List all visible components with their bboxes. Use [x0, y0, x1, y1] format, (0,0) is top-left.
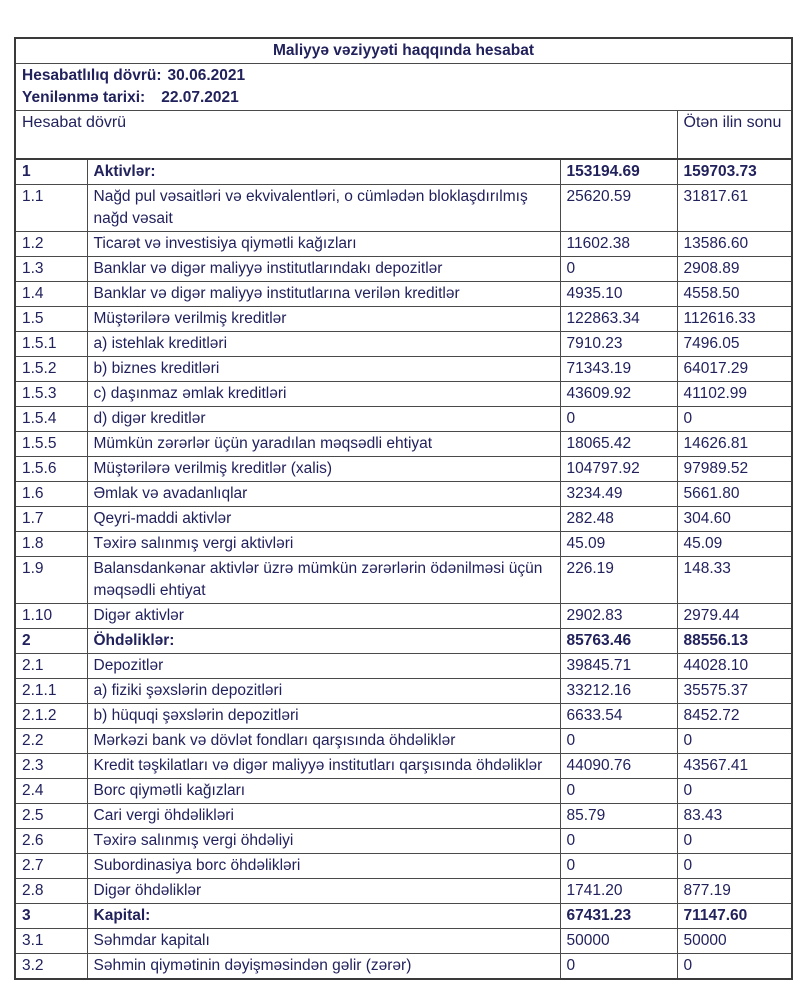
row-number-cell: 1.5.6: [15, 457, 87, 482]
table-row: [15, 507, 792, 532]
row-previous-value-cell: 2908.89: [677, 257, 792, 282]
row-number-cell: 1.6: [15, 482, 87, 507]
table-row: [15, 679, 792, 704]
row-number-cell: 1.9: [15, 557, 87, 604]
table-row: [15, 654, 792, 679]
row-current-value-cell: 282.48: [560, 507, 677, 532]
row-number-cell: 2.2: [15, 729, 87, 754]
row-number-cell: 1.1: [15, 185, 87, 232]
row-current-value-cell: 6633.54: [560, 704, 677, 729]
row-previous-value-cell: 14626.81: [677, 432, 792, 457]
row-previous-value-cell: 0: [677, 854, 792, 879]
table-row: [15, 879, 792, 904]
row-previous-value-cell: 8452.72: [677, 704, 792, 729]
row-label-cell: d) digər kreditlər: [87, 407, 560, 432]
row-current-value-cell: 18065.42: [560, 432, 677, 457]
row-current-value-cell: 0: [560, 779, 677, 804]
row-previous-value-cell: 41102.99: [677, 382, 792, 407]
table-row: [15, 159, 792, 185]
row-previous-value-cell: 304.60: [677, 507, 792, 532]
row-label-cell: Öhdəliklər:: [87, 629, 560, 654]
row-label-cell: Balansdankənar aktivlər üzrə mümkün zərərlərin ödənilməsi üçün məqsədli ehtiyat: [87, 557, 560, 604]
reporting-period-line: [22, 65, 785, 87]
row-label-cell: Nağd pul vəsaitləri və ekvivalentləri, o cümlədən bloklaşdırılmış nağd vəsait: [87, 185, 560, 232]
report-meta: [15, 64, 792, 111]
row-number-cell: 1: [15, 159, 87, 185]
table-row: [15, 432, 792, 457]
row-previous-value-cell: 148.33: [677, 557, 792, 604]
table-row: [15, 804, 792, 829]
row-label-cell: Depozitlər: [87, 654, 560, 679]
row-number-cell: 1.5.2: [15, 357, 87, 382]
row-previous-value-cell: 71147.60: [677, 904, 792, 929]
row-number-cell: 1.3: [15, 257, 87, 282]
row-previous-value-cell: 88556.13: [677, 629, 792, 654]
row-number-cell: 1.8: [15, 532, 87, 557]
column-header-previous-year-end: Ötən ilin sonu: [677, 111, 792, 160]
row-previous-value-cell: 97989.52: [677, 457, 792, 482]
row-label-cell: Ticarət və investisiya qiymətli kağızları: [87, 232, 560, 257]
row-current-value-cell: 1741.20: [560, 879, 677, 904]
row-previous-value-cell: 64017.29: [677, 357, 792, 382]
row-previous-value-cell: 112616.33: [677, 307, 792, 332]
row-current-value-cell: 3234.49: [560, 482, 677, 507]
row-label-cell: Aktivlər:: [87, 159, 560, 185]
row-label-cell: Səhmdar kapitalı: [87, 929, 560, 954]
row-previous-value-cell: 35575.37: [677, 679, 792, 704]
table-row: [15, 829, 792, 854]
table-row: [15, 779, 792, 804]
row-label-cell: Qeyri-maddi aktivlər: [87, 507, 560, 532]
table-row: [15, 532, 792, 557]
table-row: [15, 904, 792, 929]
row-number-cell: 2.1.2: [15, 704, 87, 729]
row-previous-value-cell: 43567.41: [677, 754, 792, 779]
row-label-cell: Müştərilərə verilmiş kreditlər: [87, 307, 560, 332]
row-previous-value-cell: 159703.73: [677, 159, 792, 185]
row-number-cell: 2.5: [15, 804, 87, 829]
row-previous-value-cell: 4558.50: [677, 282, 792, 307]
row-previous-value-cell: 45.09: [677, 532, 792, 557]
row-number-cell: 2: [15, 629, 87, 654]
table-row: [15, 282, 792, 307]
financial-statement-table: [14, 37, 793, 980]
row-current-value-cell: 85763.46: [560, 629, 677, 654]
column-header-report-period: Hesabat dövrü: [15, 111, 677, 160]
row-label-cell: Banklar və digər maliyyə institutlarına verilən kreditlər: [87, 282, 560, 307]
update-date-value: 22.07.2021: [161, 89, 239, 106]
row-current-value-cell: 71343.19: [560, 357, 677, 382]
table-row: [15, 357, 792, 382]
table-row: [15, 185, 792, 232]
row-current-value-cell: 33212.16: [560, 679, 677, 704]
row-current-value-cell: 44090.76: [560, 754, 677, 779]
reporting-period-label: Hesabatlılıq dövrü:: [22, 67, 162, 84]
row-previous-value-cell: 0: [677, 407, 792, 432]
update-date-label: Yenilənmə tarixi:: [22, 89, 146, 106]
row-number-cell: 2.8: [15, 879, 87, 904]
row-number-cell: 1.10: [15, 604, 87, 629]
table-row: [15, 729, 792, 754]
row-current-value-cell: 0: [560, 729, 677, 754]
row-current-value-cell: 0: [560, 257, 677, 282]
row-label-cell: Təxirə salınmış vergi öhdəliyi: [87, 829, 560, 854]
row-number-cell: 2.1: [15, 654, 87, 679]
row-number-cell: 1.5: [15, 307, 87, 332]
row-current-value-cell: 4935.10: [560, 282, 677, 307]
row-current-value-cell: 11602.38: [560, 232, 677, 257]
row-current-value-cell: 85.79: [560, 804, 677, 829]
row-current-value-cell: 122863.34: [560, 307, 677, 332]
table-row: [15, 332, 792, 357]
row-label-cell: Borc qiymətli kağızları: [87, 779, 560, 804]
table-row: [15, 854, 792, 879]
table-row: [15, 407, 792, 432]
table-row: [15, 257, 792, 282]
row-number-cell: 3.2: [15, 954, 87, 980]
row-previous-value-cell: 0: [677, 779, 792, 804]
row-number-cell: 2.4: [15, 779, 87, 804]
table-row: [15, 557, 792, 604]
row-label-cell: b) biznes kreditləri: [87, 357, 560, 382]
row-current-value-cell: 2902.83: [560, 604, 677, 629]
table-row: [15, 307, 792, 332]
row-number-cell: 1.5.5: [15, 432, 87, 457]
row-label-cell: Səhmin qiymətinin dəyişməsindən gəlir (zərər): [87, 954, 560, 980]
row-label-cell: b) hüquqi şəxslərin depozitləri: [87, 704, 560, 729]
row-previous-value-cell: 5661.80: [677, 482, 792, 507]
row-label-cell: Əmlak və avadanlıqlar: [87, 482, 560, 507]
row-label-cell: a) fiziki şəxslərin depozitləri: [87, 679, 560, 704]
row-number-cell: 1.2: [15, 232, 87, 257]
row-label-cell: Kapital:: [87, 904, 560, 929]
row-number-cell: 1.5.4: [15, 407, 87, 432]
row-previous-value-cell: 44028.10: [677, 654, 792, 679]
row-current-value-cell: 0: [560, 829, 677, 854]
row-current-value-cell: 7910.23: [560, 332, 677, 357]
row-previous-value-cell: 2979.44: [677, 604, 792, 629]
row-number-cell: 1.4: [15, 282, 87, 307]
row-current-value-cell: 39845.71: [560, 654, 677, 679]
row-label-cell: a) istehlak kreditləri: [87, 332, 560, 357]
row-previous-value-cell: 0: [677, 954, 792, 980]
meta-row: [15, 64, 792, 111]
table-row: [15, 754, 792, 779]
row-previous-value-cell: 83.43: [677, 804, 792, 829]
row-label-cell: Subordinasiya borc öhdəlikləri: [87, 854, 560, 879]
row-label-cell: c) daşınmaz əmlak kreditləri: [87, 382, 560, 407]
table-row: [15, 954, 792, 980]
report-title: Maliyyə vəziyyəti haqqında hesabat: [15, 38, 792, 64]
report-rows: [15, 159, 792, 979]
row-number-cell: 1.7: [15, 507, 87, 532]
row-label-cell: Mərkəzi bank və dövlət fondları qarşısında öhdəliklər: [87, 729, 560, 754]
table-row: [15, 382, 792, 407]
row-previous-value-cell: 50000: [677, 929, 792, 954]
table-row: [15, 629, 792, 654]
reporting-period-value: 30.06.2021: [167, 67, 246, 84]
row-current-value-cell: 67431.23: [560, 904, 677, 929]
row-previous-value-cell: 31817.61: [677, 185, 792, 232]
row-previous-value-cell: 0: [677, 729, 792, 754]
row-label-cell: Cari vergi öhdəlikləri: [87, 804, 560, 829]
table-row: [15, 704, 792, 729]
row-label-cell: Digər aktivlər: [87, 604, 560, 629]
row-current-value-cell: 50000: [560, 929, 677, 954]
row-label-cell: Digər öhdəliklər: [87, 879, 560, 904]
row-label-cell: Təxirə salınmış vergi aktivləri: [87, 532, 560, 557]
row-number-cell: 2.1.1: [15, 679, 87, 704]
row-current-value-cell: 25620.59: [560, 185, 677, 232]
table-row: [15, 232, 792, 257]
row-current-value-cell: 0: [560, 854, 677, 879]
row-current-value-cell: 43609.92: [560, 382, 677, 407]
row-current-value-cell: 104797.92: [560, 457, 677, 482]
row-current-value-cell: 45.09: [560, 532, 677, 557]
row-previous-value-cell: 877.19: [677, 879, 792, 904]
table-row: [15, 482, 792, 507]
row-previous-value-cell: 0: [677, 829, 792, 854]
row-current-value-cell: 0: [560, 954, 677, 980]
update-date-line: [22, 87, 785, 109]
row-label-cell: Mümkün zərərlər üçün yaradılan məqsədli ehtiyat: [87, 432, 560, 457]
row-number-cell: 1.5.3: [15, 382, 87, 407]
row-number-cell: 1.5.1: [15, 332, 87, 357]
row-label-cell: Kredit təşkilatları və digər maliyyə institutları qarşısında öhdəliklər: [87, 754, 560, 779]
row-number-cell: 2.6: [15, 829, 87, 854]
title-row: [15, 38, 792, 64]
row-current-value-cell: 0: [560, 407, 677, 432]
row-previous-value-cell: 7496.05: [677, 332, 792, 357]
row-number-cell: 2.7: [15, 854, 87, 879]
row-number-cell: 2.3: [15, 754, 87, 779]
table-row: [15, 929, 792, 954]
row-number-cell: 3.1: [15, 929, 87, 954]
row-current-value-cell: 226.19: [560, 557, 677, 604]
table-row: [15, 457, 792, 482]
row-current-value-cell: 153194.69: [560, 159, 677, 185]
row-previous-value-cell: 13586.60: [677, 232, 792, 257]
row-number-cell: 3: [15, 904, 87, 929]
table-row: [15, 604, 792, 629]
row-label-cell: Müştərilərə verilmiş kreditlər (xalis): [87, 457, 560, 482]
row-label-cell: Banklar və digər maliyyə institutlarındakı depozitlər: [87, 257, 560, 282]
column-header-row: [15, 111, 792, 160]
